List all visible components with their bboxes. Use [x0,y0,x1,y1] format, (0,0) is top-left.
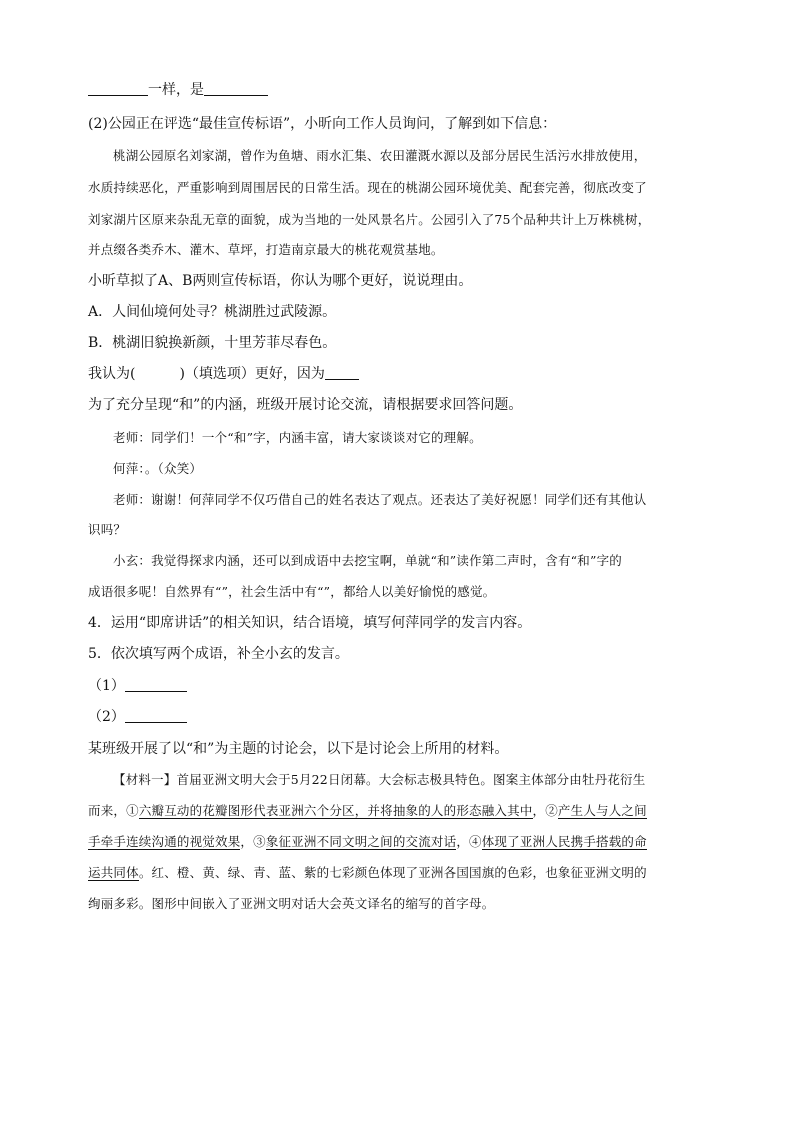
question-2-intro: (2)公园正在评选“最佳宣传标语”，小昕向工作人员询问，了解到如下信息： [88,116,557,132]
material-line: 绚丽多彩。图形中间嵌入了亚洲文明对话大会英文译名的缩写的首字母。 [88,896,495,911]
dialog-line: 成语很多呢！自然界有“”，社会生活中有“”，都给人以美好愉悦的感觉。 [88,584,496,599]
question-5: 5．依次填写两个成语，补全小玄的发言。 [88,646,349,662]
slogan-option-b: B．桃湖旧貌换新颜，十里芳菲尽春色。 [88,335,337,351]
material-line: 运共同体。红、橙、黄、绿、青、蓝、紫的七彩颜色体现了亚洲各国国旗的色彩，也象征亚洲文明的 [88,865,647,880]
dialog-line: 老师：谢谢！何萍同学不仅巧借自己的姓名表达了观点。还表达了美好祝愿！同学们还有其他认 [113,492,647,507]
material-line: 而来，①六瓣互动的花瓣图形代表亚洲六个分区，并将抽象的人的形态融入其中，②产生人与人之间 [88,803,647,818]
question-4: 4．运用“即席讲话”的相关知识，结合语境，填写何萍同学的发言内容。 [88,615,532,631]
reason-blank[interactable] [325,365,359,380]
material-line: 手牵手连续沟通的视觉效果，③象征亚洲不同文明之间的交流对话，④体现了亚洲人民携手搭载的命 [88,834,647,849]
park-text-line: 刘家湖片区原来杂乱无章的面貌，成为当地的一处风景名片。公园引入了75个品种共计上万株桃树， [88,212,651,227]
blank-field[interactable] [88,81,148,96]
park-text-line: 水质持续恶化，严重影响到周围居民的日常生活。现在的桃湖公园环境优美、配套完善，彻底改变了 [88,180,647,195]
park-text-line: 并点缀各类乔木、灌木、草坪，打造南京最大的桃花观赏基地。 [88,242,444,257]
dialog-line: 老师：同学们！一个“和”字，内涵丰富，请大家谈谈对它的理解。 [113,430,482,445]
blank-field[interactable] [204,81,268,96]
park-text-line: 桃湖公园原名刘家湖，曾作为鱼塘、雨水汇集、农田灌溉水源以及部分居民生活污水排放使用， [113,148,647,163]
answer-1-line: （1） [88,676,187,696]
dialog-line: 小玄：我觉得探求内涵，还可以到成语中去挖宝啊，单就“和”读作第二声时，含有“和”字的 [113,553,622,568]
material-line: 【材料一】首届亚洲文明大会于5月22日闭幕。大会标志极具特色。图案主体部分由牡丹花衍生 [113,772,646,787]
dialog-line: 识吗？ [88,522,127,537]
slogan-option-a: A．人间仙境何处寻？桃湖胜过武陵源。 [88,304,337,320]
answer-2-blank[interactable] [125,708,187,723]
he-discussion-intro: 为了充分呈现“和”的内涵，班级开展讨论交流，请根据要求回答问题。 [88,397,523,413]
answer-2-line: （2） [88,707,187,727]
dialog-line: 何萍：。（众笑） [113,461,203,476]
slogan-answer-line: 我认为( )（填选项）更好，因为 [88,364,359,384]
slogan-prompt: 小昕草拟了A、B两则宣传标语，你认为哪个更好，说说理由。 [88,273,473,289]
material-intro: 某班级开展了以“和”为主题的讨论会，以下是讨论会上所用的材料。 [88,741,509,757]
top-line: 一样，是 [88,80,268,100]
answer-1-blank[interactable] [125,677,187,692]
